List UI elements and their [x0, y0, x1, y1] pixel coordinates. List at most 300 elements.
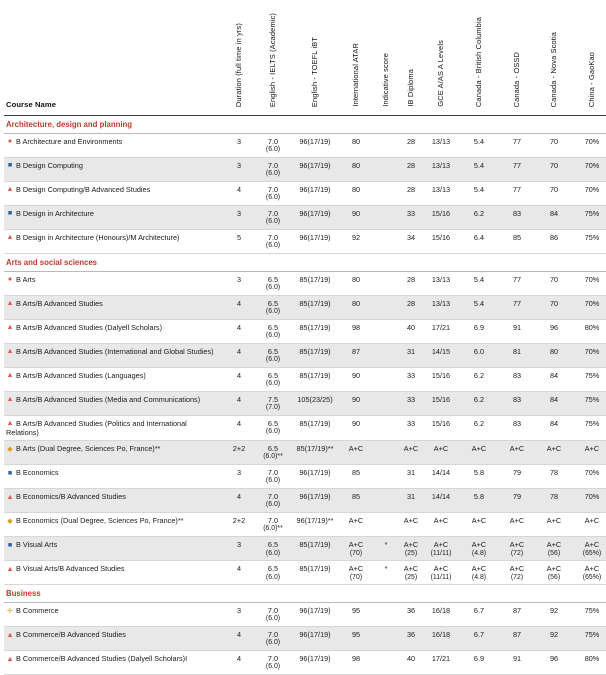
- cell-11: 75%: [574, 367, 606, 391]
- cell-7: 15/16: [424, 229, 458, 253]
- cell-2: 6.5 (6.0): [254, 319, 292, 343]
- course-name-label: B Visual Arts/B Advanced Studies: [16, 564, 125, 574]
- cell-5: [374, 295, 398, 319]
- cell-7: A+C (11/11): [424, 561, 458, 585]
- cell-4: A+C: [338, 441, 374, 465]
- cell-9: 87: [500, 603, 534, 627]
- course-name-cell: [4, 229, 224, 253]
- cell-9: 85: [500, 229, 534, 253]
- cell-11: 80%: [574, 319, 606, 343]
- cell-2: 7.0 (6.0): [254, 205, 292, 229]
- cell-3: 96(17/19): [292, 133, 338, 157]
- table-row: [4, 441, 606, 465]
- cell-2: 7.0 (6.0): [254, 133, 292, 157]
- course-name-cell: [4, 133, 224, 157]
- table-row: [4, 489, 606, 513]
- cell-11: 70%: [574, 157, 606, 181]
- table-row: [4, 319, 606, 343]
- cell-7: 13/13: [424, 181, 458, 205]
- cell-9: A+C: [500, 441, 534, 465]
- cell-6: 28: [398, 157, 424, 181]
- course-name-label: B Arts/B Advanced Studies (Languages): [16, 370, 146, 380]
- cell-9: 79: [500, 465, 534, 489]
- cell-11: 75%: [574, 229, 606, 253]
- section-title-label: Business: [6, 589, 41, 599]
- cell-4: 98: [338, 319, 374, 343]
- cell-7: 17/21: [424, 651, 458, 675]
- cell-5: [374, 271, 398, 295]
- cell-9: 83: [500, 367, 534, 391]
- section-title: [4, 116, 606, 134]
- cell-11: A+C: [574, 513, 606, 537]
- cell-8: 6.2: [458, 205, 500, 229]
- column-header-canada-nova-scotia: Canada - Nova Scotia: [534, 0, 574, 116]
- column-header-ib-diploma: IB Diploma: [398, 0, 424, 116]
- course-marker-icon: ▲: [6, 232, 14, 242]
- column-header-toefl: English - TOEFL iBT: [292, 0, 338, 116]
- course-name-cell: [4, 343, 224, 367]
- cell-1: 4: [224, 181, 254, 205]
- cell-9: 91: [500, 319, 534, 343]
- course-name-cell: [4, 489, 224, 513]
- cell-6: A+C (25): [398, 561, 424, 585]
- cell-10: A+C (56): [534, 561, 574, 585]
- cell-7: 15/16: [424, 367, 458, 391]
- cell-7: A+C: [424, 513, 458, 537]
- cell-9: 83: [500, 391, 534, 415]
- cell-4: 85: [338, 465, 374, 489]
- cell-10: 84: [534, 391, 574, 415]
- cell-11: 75%: [574, 391, 606, 415]
- cell-1: 4: [224, 651, 254, 675]
- course-name-header: [4, 0, 224, 116]
- cell-9: 81: [500, 343, 534, 367]
- cell-8: 5.8: [458, 465, 500, 489]
- cell-5: [374, 651, 398, 675]
- cell-4: 87: [338, 343, 374, 367]
- course-name-label: B Arts/B Advanced Studies (Politics and International Relations): [6, 418, 187, 438]
- cell-8: 6.2: [458, 367, 500, 391]
- cell-8: 6.2: [458, 415, 500, 440]
- cell-6: 36: [398, 627, 424, 651]
- cell-8: 5.8: [458, 489, 500, 513]
- course-name-label: B Economics (Dual Degree, Sciences Po, France)**: [16, 516, 184, 526]
- course-marker-icon: ■: [7, 467, 13, 477]
- cell-1: 4: [224, 343, 254, 367]
- cell-3: 85(17/19): [292, 537, 338, 561]
- cell-11: 70%: [574, 133, 606, 157]
- cell-1: 3: [224, 133, 254, 157]
- cell-11: 70%: [574, 271, 606, 295]
- cell-4: 90: [338, 367, 374, 391]
- table-row: [4, 157, 606, 181]
- cell-1: 4: [224, 489, 254, 513]
- cell-6: 34: [398, 229, 424, 253]
- course-marker-icon: ▲: [6, 653, 14, 663]
- cell-9: 83: [500, 205, 534, 229]
- section-title-label: Architecture, design and planning: [6, 120, 133, 129]
- course-name-header-label: Course Name: [6, 100, 57, 109]
- cell-5: [374, 205, 398, 229]
- cell-7: A+C: [424, 441, 458, 465]
- course-name-cell: [4, 391, 224, 415]
- cell-3: 85(17/19)**: [292, 441, 338, 465]
- cell-6: 28: [398, 181, 424, 205]
- course-name-cell: [4, 627, 224, 651]
- cell-10: 86: [534, 229, 574, 253]
- cell-3: 96(17/19): [292, 181, 338, 205]
- cell-10: 70: [534, 271, 574, 295]
- course-marker-icon: ◆: [7, 515, 13, 525]
- cell-7: 13/13: [424, 157, 458, 181]
- cell-8: 5.4: [458, 157, 500, 181]
- course-marker-icon: ●: [7, 136, 13, 146]
- section-row: [4, 585, 606, 603]
- cell-3: 96(17/19): [292, 489, 338, 513]
- cell-6: 28: [398, 133, 424, 157]
- cell-5: [374, 133, 398, 157]
- cell-4: 95: [338, 627, 374, 651]
- course-name-cell: [4, 205, 224, 229]
- cell-4: 80: [338, 295, 374, 319]
- cell-3: 85(17/19): [292, 343, 338, 367]
- course-name-cell: [4, 603, 224, 627]
- cell-1: 4: [224, 561, 254, 585]
- cell-4: 90: [338, 391, 374, 415]
- course-marker-icon: ▲: [6, 418, 14, 428]
- cell-5: [374, 415, 398, 440]
- cell-1: 3: [224, 157, 254, 181]
- cell-9: 77: [500, 181, 534, 205]
- cell-9: 87: [500, 627, 534, 651]
- cell-4: 80: [338, 157, 374, 181]
- course-marker-icon: ▲: [6, 322, 14, 332]
- cell-8: 6.2: [458, 391, 500, 415]
- cell-5: [374, 441, 398, 465]
- header-row: [4, 0, 606, 116]
- cell-6: 33: [398, 205, 424, 229]
- cell-10: 84: [534, 367, 574, 391]
- cell-5: [374, 603, 398, 627]
- cell-6: 31: [398, 489, 424, 513]
- course-name-label: B Arts (Dual Degree, Sciences Po, France)**: [16, 444, 161, 454]
- cell-11: A+C (65%): [574, 537, 606, 561]
- cell-9: 77: [500, 157, 534, 181]
- cell-5: [374, 181, 398, 205]
- cell-3: 96(17/19): [292, 651, 338, 675]
- course-name-cell: [4, 415, 224, 440]
- cell-11: 70%: [574, 465, 606, 489]
- cell-7: 13/13: [424, 133, 458, 157]
- cell-11: 80%: [574, 651, 606, 675]
- cell-2: 6.5 (6.0): [254, 295, 292, 319]
- cell-5: [374, 157, 398, 181]
- table-row: [4, 415, 606, 440]
- column-header-indicative-score: Indicative score: [374, 0, 398, 116]
- course-name-label: B Commerce: [16, 606, 59, 616]
- cell-10: 70: [534, 295, 574, 319]
- cell-11: 75%: [574, 415, 606, 440]
- course-name-label: B Design in Architecture (Honours)/M Architecture): [16, 232, 180, 242]
- cell-6: 28: [398, 295, 424, 319]
- course-marker-icon: ■: [7, 208, 13, 218]
- course-marker-icon: ▲: [6, 629, 14, 639]
- course-name-label: B Arts/B Advanced Studies (Media and Communications): [16, 394, 201, 404]
- cell-3: 85(17/19): [292, 271, 338, 295]
- cell-7: 16/18: [424, 603, 458, 627]
- course-name-cell: [4, 537, 224, 561]
- cell-5: [374, 489, 398, 513]
- cell-5: [374, 627, 398, 651]
- cell-7: 15/16: [424, 205, 458, 229]
- section-title: [4, 585, 606, 603]
- cell-8: 5.4: [458, 295, 500, 319]
- cell-4: 90: [338, 415, 374, 440]
- table-row: [4, 343, 606, 367]
- cell-1: 4: [224, 367, 254, 391]
- cell-1: 4: [224, 319, 254, 343]
- course-name-cell: [4, 513, 224, 537]
- cell-8: 6.7: [458, 603, 500, 627]
- course-marker-icon: ▲: [6, 394, 14, 404]
- cell-1: 4: [224, 391, 254, 415]
- course-requirements-table: [4, 0, 606, 675]
- cell-9: 77: [500, 271, 534, 295]
- cell-7: 15/16: [424, 391, 458, 415]
- cell-2: 6.5 (6.0): [254, 537, 292, 561]
- column-header-atar: International ATAR: [338, 0, 374, 116]
- cell-9: A+C (72): [500, 537, 534, 561]
- course-name-cell: [4, 561, 224, 585]
- table-row: [4, 133, 606, 157]
- cell-8: 6.4: [458, 229, 500, 253]
- cell-1: 4: [224, 627, 254, 651]
- cell-8: 6.9: [458, 651, 500, 675]
- cell-6: 31: [398, 465, 424, 489]
- cell-4: A+C (70): [338, 537, 374, 561]
- section-title: [4, 253, 606, 271]
- cell-11: 70%: [574, 295, 606, 319]
- cell-10: A+C: [534, 441, 574, 465]
- cell-8: 5.4: [458, 271, 500, 295]
- course-name-label: B Arts/B Advanced Studies: [16, 298, 103, 308]
- cell-2: 7.0 (6.0): [254, 489, 292, 513]
- cell-10: 70: [534, 157, 574, 181]
- cell-5: [374, 319, 398, 343]
- table-row: [4, 465, 606, 489]
- course-name-cell: [4, 295, 224, 319]
- column-header-china-gaokao: China - GaoKao: [574, 0, 606, 116]
- column-header-canada-ossd: Canada - OSSD: [500, 0, 534, 116]
- cell-6: 28: [398, 271, 424, 295]
- course-marker-icon: ■: [7, 160, 13, 170]
- cell-2: 7.0 (6.0): [254, 627, 292, 651]
- cell-11: 70%: [574, 489, 606, 513]
- section-row: [4, 116, 606, 134]
- cell-3: 85(17/19): [292, 367, 338, 391]
- course-name-label: B Arts/B Advanced Studies (Dalyell Scholars): [16, 322, 163, 332]
- cell-8: 6.9: [458, 319, 500, 343]
- cell-7: 14/15: [424, 343, 458, 367]
- cell-10: 70: [534, 181, 574, 205]
- cell-6: 40: [398, 651, 424, 675]
- course-marker-icon: ▲: [6, 346, 14, 356]
- cell-1: 4: [224, 415, 254, 440]
- course-name-label: B Economics/B Advanced Studies: [16, 492, 126, 502]
- cell-7: A+C (11/11): [424, 537, 458, 561]
- course-name-cell: [4, 441, 224, 465]
- cell-6: A+C: [398, 441, 424, 465]
- cell-11: A+C: [574, 441, 606, 465]
- cell-4: A+C (70): [338, 561, 374, 585]
- cell-9: 83: [500, 415, 534, 440]
- course-name-label: B Commerce/B Advanced Studies: [16, 630, 126, 640]
- cell-1: 2+2: [224, 513, 254, 537]
- cell-10: 78: [534, 465, 574, 489]
- cell-2: 6.5 (6.0): [254, 271, 292, 295]
- course-marker-icon: ▲: [6, 491, 14, 501]
- cell-4: 85: [338, 489, 374, 513]
- course-marker-icon: ◆: [7, 443, 13, 453]
- cell-3: 96(17/19): [292, 229, 338, 253]
- cell-3: 96(17/19): [292, 603, 338, 627]
- course-marker-icon: ■: [7, 539, 13, 549]
- cell-5: [374, 343, 398, 367]
- cell-1: 3: [224, 603, 254, 627]
- table-row: [4, 181, 606, 205]
- course-marker-icon: ▲: [6, 370, 14, 380]
- cell-2: 7.0 (6.0): [254, 157, 292, 181]
- table-header: [4, 0, 606, 116]
- cell-1: 5: [224, 229, 254, 253]
- cell-3: 96(17/19)**: [292, 513, 338, 537]
- cell-3: 105(23/25): [292, 391, 338, 415]
- cell-2: 7.5 (7.0): [254, 391, 292, 415]
- course-marker-icon: ●: [7, 274, 13, 284]
- course-name-cell: [4, 181, 224, 205]
- cell-9: A+C: [500, 513, 534, 537]
- cell-10: 84: [534, 205, 574, 229]
- cell-7: 17/21: [424, 319, 458, 343]
- cell-8: A+C: [458, 513, 500, 537]
- table-row: [4, 229, 606, 253]
- cell-11: 70%: [574, 181, 606, 205]
- cell-6: 33: [398, 415, 424, 440]
- cell-9: 77: [500, 295, 534, 319]
- table-row: [4, 651, 606, 675]
- section-title-label: Arts and social sciences: [6, 257, 98, 267]
- column-header-canada-bc: Canada - British Columbia: [458, 0, 500, 116]
- cell-2: 6.5 (6.0)**: [254, 441, 292, 465]
- cell-5: [374, 391, 398, 415]
- course-name-label: B Architecture and Environments: [16, 136, 123, 146]
- cell-1: 3: [224, 465, 254, 489]
- cell-1: 3: [224, 205, 254, 229]
- cell-8: A+C: [458, 441, 500, 465]
- cell-10: 92: [534, 603, 574, 627]
- cell-11: 75%: [574, 627, 606, 651]
- course-name-cell: [4, 157, 224, 181]
- course-name-cell: [4, 271, 224, 295]
- cell-2: 7.0 (6.0): [254, 465, 292, 489]
- cell-10: A+C: [534, 513, 574, 537]
- cell-6: 36: [398, 603, 424, 627]
- cell-3: 96(17/19): [292, 465, 338, 489]
- table-row: [4, 603, 606, 627]
- table-row: [4, 627, 606, 651]
- table-row: [4, 513, 606, 537]
- course-marker-icon: ✛: [6, 605, 14, 615]
- cell-1: 4: [224, 295, 254, 319]
- cell-11: A+C (65%): [574, 561, 606, 585]
- cell-8: 6.7: [458, 627, 500, 651]
- cell-10: 84: [534, 415, 574, 440]
- cell-2: 6.5 (6.0): [254, 561, 292, 585]
- cell-7: 14/14: [424, 489, 458, 513]
- cell-8: 5.4: [458, 181, 500, 205]
- cell-3: 85(17/19): [292, 295, 338, 319]
- cell-2: 7.0 (6.0): [254, 651, 292, 675]
- course-marker-icon: ▲: [6, 298, 14, 308]
- cell-8: A+C (4.8): [458, 537, 500, 561]
- cell-9: 77: [500, 133, 534, 157]
- cell-7: 16/18: [424, 627, 458, 651]
- cell-2: 7.0 (6.0)**: [254, 513, 292, 537]
- cell-10: 92: [534, 627, 574, 651]
- cell-5: [374, 513, 398, 537]
- course-name-cell: [4, 367, 224, 391]
- table-row: [4, 391, 606, 415]
- course-marker-icon: ▲: [6, 184, 14, 194]
- table-row: [4, 367, 606, 391]
- cell-3: 96(17/19): [292, 627, 338, 651]
- cell-7: 14/14: [424, 465, 458, 489]
- cell-2: 6.5 (6.0): [254, 343, 292, 367]
- cell-9: 91: [500, 651, 534, 675]
- cell-1: 3: [224, 537, 254, 561]
- cell-6: A+C: [398, 513, 424, 537]
- cell-1: 2+2: [224, 441, 254, 465]
- cell-10: 96: [534, 651, 574, 675]
- course-name-label: B Arts/B Advanced Studies (International and Global Studies): [16, 346, 214, 356]
- cell-8: 5.4: [458, 133, 500, 157]
- cell-7: 15/16: [424, 415, 458, 440]
- cell-5: *: [374, 561, 398, 585]
- table-body: [4, 116, 606, 675]
- course-name-label: B Visual Arts: [16, 540, 58, 550]
- cell-6: 33: [398, 367, 424, 391]
- cell-5: [374, 229, 398, 253]
- cell-10: 96: [534, 319, 574, 343]
- cell-2: 7.0 (6.0): [254, 603, 292, 627]
- cell-10: 78: [534, 489, 574, 513]
- cell-4: A+C: [338, 513, 374, 537]
- cell-11: 70%: [574, 343, 606, 367]
- course-name-label: B Design Computing: [16, 160, 83, 170]
- cell-2: 7.0 (6.0): [254, 181, 292, 205]
- table-row: [4, 205, 606, 229]
- cell-5: *: [374, 537, 398, 561]
- course-name-label: B Design Computing/B Advanced Studies: [16, 184, 151, 194]
- cell-4: 95: [338, 603, 374, 627]
- course-name-label: B Arts: [16, 274, 36, 284]
- cell-6: 33: [398, 391, 424, 415]
- cell-10: A+C (56): [534, 537, 574, 561]
- cell-2: 7.0 (6.0): [254, 229, 292, 253]
- cell-6: 31: [398, 343, 424, 367]
- cell-4: 98: [338, 651, 374, 675]
- cell-8: A+C (4.8): [458, 561, 500, 585]
